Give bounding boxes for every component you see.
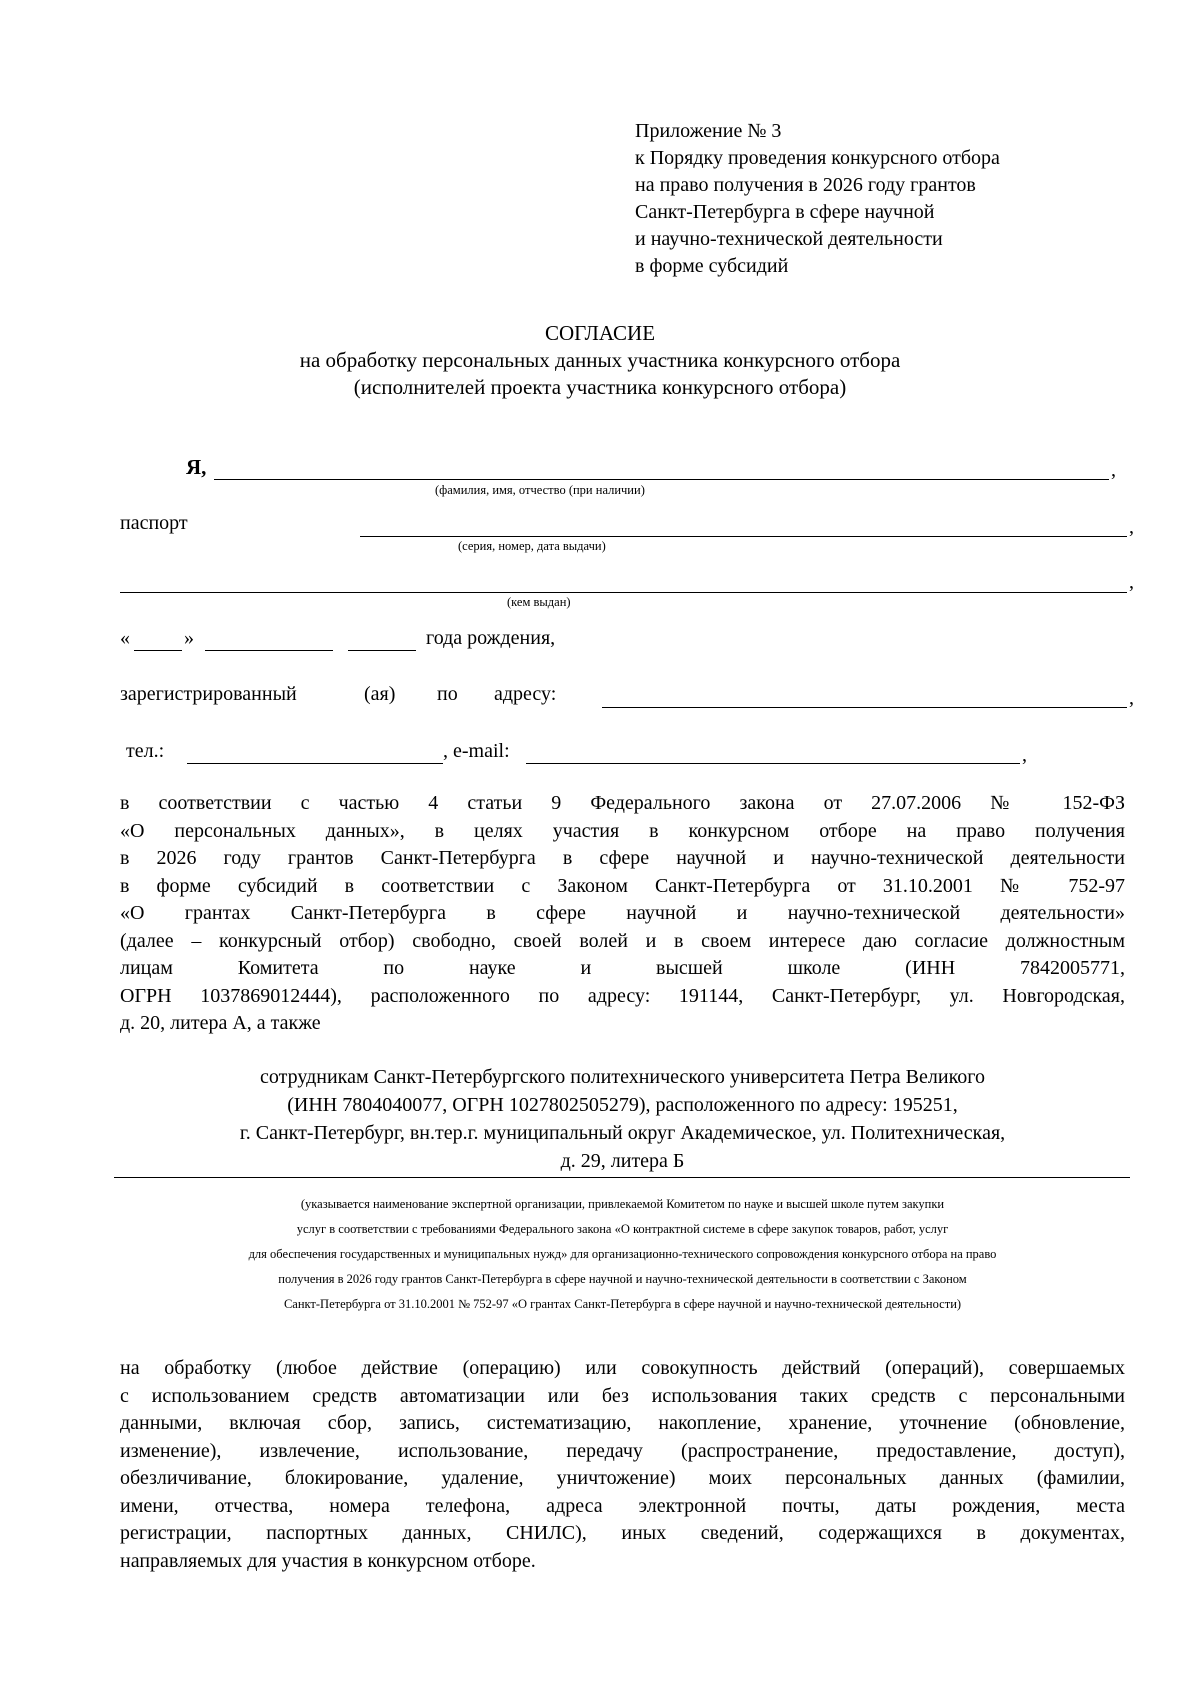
birth-day-field[interactable] (134, 650, 182, 651)
org-line: г. Санкт-Петербург, вн.тер.г. муниципальный округ Академическое, ул. Политехническая, (239, 1122, 1006, 1144)
issued-by-field[interactable] (120, 592, 1127, 593)
organization-hint (120, 1192, 1125, 1317)
address-field[interactable] (602, 707, 1127, 708)
appendix-line: к Порядку проведения конкурсного отбора (635, 147, 1000, 169)
org-line: (ИНН 7804040077, ОГРН 1027802505279), расположенного по адресу: 195251, (287, 1094, 958, 1116)
issued-hint: (кем выдан) (507, 595, 571, 609)
title-subtitle-2: (исполнителей проекта участника конкурсного отбора) (353, 375, 847, 399)
birth-month-field[interactable] (205, 650, 333, 651)
paragraph-line: данными, включая сбор, запись, систематизацию, накопление, хранение, уточнение (обновление, (120, 1412, 1125, 1434)
org-line: д. 29, литера Б (560, 1150, 685, 1172)
issued-comma: , (1129, 571, 1134, 593)
paragraph-line: д. 20, литера А, а также (120, 1012, 321, 1034)
passport-comma: , (1129, 516, 1134, 538)
consent-paragraph-1 (120, 790, 1125, 1038)
passport-label: паспорт (120, 512, 188, 534)
paragraph-line: изменение), извлечение, использование, передачу (распространение, предоставление, доступ), (120, 1439, 1125, 1462)
quote-close: » (184, 627, 194, 649)
paragraph-line: направляемых для участия в конкурсном отборе. (120, 1549, 536, 1572)
paragraph-line: (далее – конкурсный отбор) свободно, своей волей и в своем интересе даю согласие должностным (120, 929, 1125, 952)
appendix-header (635, 118, 1000, 280)
paragraph-line: лицам Комитета по науке и высшей школе (ИНН 7842005771, (120, 957, 1125, 979)
paragraph-line: обезличивание, блокирование, удаление, уничтожение) моих персональных данных (фамилии, (120, 1467, 1125, 1489)
paragraph-line: в соответствии с частью 4 статьи 9 Федерального закона от 27.07.2006 № 152-ФЗ (120, 792, 1125, 814)
hint-line: Санкт-Петербурга от 31.10.2001 № 752-97 «О грантах Санкт-Петербурга в сфере научной и научно-технической деятельности) (283, 1297, 962, 1311)
paragraph-line: на обработку (любое действие (операцию) или совокупность действий (операций), совершаемых (120, 1357, 1125, 1379)
hint-line: (указывается наименование экспертной организации, привлекаемой Комитетом по науке и высшей школе путем закупки (300, 1197, 945, 1211)
appendix-line: Санкт-Петербурга в сфере научной (635, 201, 935, 223)
passport-field[interactable] (360, 536, 1127, 537)
appendix-line: в форме субсидий (635, 255, 789, 277)
tel-label: тел.: (126, 740, 165, 762)
appendix-line: на право получения в 2026 году грантов (635, 174, 976, 196)
fio-field[interactable] (214, 479, 1109, 480)
paragraph-line: в 2026 году грантов Санкт-Петербурга в сфере научной и научно-технической деятельности (120, 847, 1125, 869)
hint-line: для обеспечения государственных и муниципальных нужд» для организационно-технического сопровождения конкурсного отбора на право (248, 1247, 997, 1261)
expert-organization (120, 1063, 1125, 1175)
birth-year-field[interactable] (348, 650, 416, 651)
consent-paragraph-2 (120, 1355, 1125, 1575)
hint-line: услуг в соответствии с требованиями Федерального закона «О контрактной системе в сфере закупок товаров, работ, услуг (296, 1222, 949, 1236)
tel-field[interactable] (187, 763, 443, 764)
paragraph-line: с использованием средств автоматизации или без использования таких средств с персональными (120, 1384, 1125, 1407)
org-line: сотрудникам Санкт-Петербургского политехнического университета Петра Великого (260, 1066, 985, 1088)
quote-open: « (120, 627, 130, 649)
email-comma: , (1022, 744, 1027, 766)
document-title (0, 320, 1200, 401)
title-heading: СОГЛАСИЕ (544, 321, 656, 345)
birth-label: года рождения, (426, 627, 556, 649)
organization-underline (114, 1177, 1130, 1178)
paragraph-line: ОГРН 1037869012444), расположенного по адресу: 191144, Санкт-Петербург, ул. Новгородская, (120, 984, 1125, 1007)
paragraph-line: в форме субсидий в соответствии с Законом Санкт-Петербурга от 31.10.2001 № 752-97 (120, 874, 1125, 897)
paragraph-line: регистрации, паспортных данных, СНИЛС), иных сведений, содержащихся в документах, (120, 1522, 1125, 1544)
appendix-line: и научно-технической деятельности (635, 228, 943, 250)
paragraph-line: «О грантах Санкт-Петербурга в сфере научной и научно-технической деятельности» (120, 902, 1125, 924)
email-field[interactable] (526, 763, 1020, 764)
reg-address-label: адресу: (494, 683, 557, 705)
ya-label: Я, (186, 455, 207, 479)
hint-line: получения в 2026 году грантов Санкт-Петербурга в сфере научной и научно-технической деятельности в соответствии с Законом (278, 1272, 967, 1286)
passport-hint: (серия, номер, дата выдачи) (458, 539, 606, 553)
reg-po: по (437, 683, 458, 705)
reg-aya: (ая) (364, 683, 396, 705)
address-comma: , (1129, 687, 1134, 709)
title-subtitle-1: на обработку персональных данных участника конкурсного отбора (299, 348, 901, 372)
fio-comma: , (1111, 459, 1116, 481)
email-label: , e-mail: (443, 740, 510, 762)
reg-label: зарегистрированный (120, 683, 297, 705)
paragraph-line: имени, отчества, номера телефона, адреса электронной почты, даты рождения, места (120, 1494, 1125, 1517)
fio-hint: (фамилия, имя, отчество (при наличии) (435, 483, 645, 497)
paragraph-line: «О персональных данных», в целях участия в конкурсном отборе на право получения (120, 819, 1125, 842)
appendix-line: Приложение № 3 (635, 120, 782, 142)
